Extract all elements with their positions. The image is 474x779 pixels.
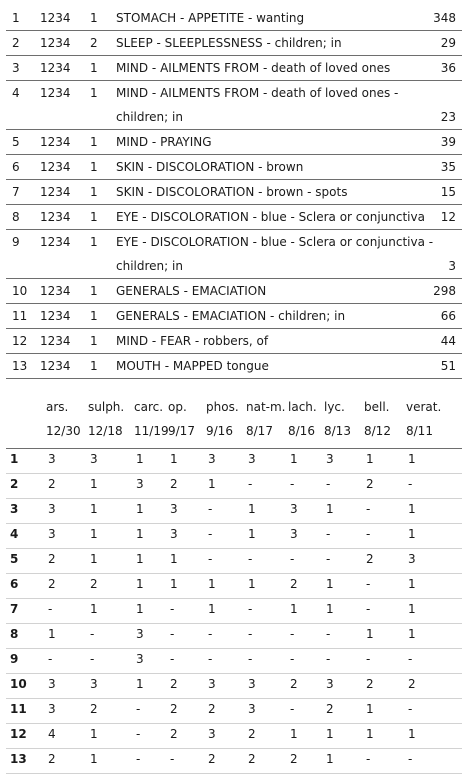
rubric-code: 1234 — [40, 309, 71, 323]
grid-row — [6, 624, 462, 649]
rubric-text: children; in — [116, 110, 183, 124]
rubric-weight: 1 — [90, 334, 98, 348]
remedy-header-row — [6, 396, 462, 422]
rubric-remedy-count: 66 — [440, 309, 456, 323]
rubric-line — [6, 254, 462, 278]
grid-cell: 3 — [48, 452, 56, 466]
remedy-score: 9/16 — [206, 424, 233, 438]
grid-cell: - — [136, 702, 141, 716]
grid-cell: 1 — [326, 752, 334, 766]
grid-cell: 1 — [136, 527, 144, 541]
remedy-name[interactable]: bell. — [364, 400, 390, 414]
grid-cell: 1 — [136, 677, 144, 691]
rubric-table — [6, 6, 462, 379]
grid-row — [6, 524, 462, 549]
rubric-number: 12 — [12, 334, 28, 348]
grid-cell: - — [170, 602, 175, 616]
rubric-line — [6, 81, 462, 105]
grid-cell: 2 — [48, 752, 56, 766]
grid-cell: 3 — [290, 502, 298, 516]
grid-cell: - — [248, 627, 253, 641]
rubric-code: 1234 — [40, 135, 71, 149]
grid-cell: 3 — [48, 702, 56, 716]
grid-cell: 1 — [366, 702, 374, 716]
grid-cell: - — [290, 702, 295, 716]
grid-rubric-number: 7 — [10, 602, 19, 616]
rubric-remedy-count: 23 — [440, 110, 456, 124]
grid-cell: 1 — [408, 602, 416, 616]
rubric-number: 5 — [12, 135, 20, 149]
grid-row — [6, 574, 462, 599]
remedy-score: 8/11 — [406, 424, 433, 438]
rubric-row[interactable] — [6, 230, 462, 279]
grid-cell: 3 — [248, 452, 256, 466]
grid-cell: 1 — [90, 502, 98, 516]
rubric-weight: 1 — [90, 210, 98, 224]
grid-cell: 3 — [90, 677, 98, 691]
grid-cell: - — [208, 627, 213, 641]
rubric-weight: 1 — [90, 160, 98, 174]
grid-cell: - — [408, 752, 413, 766]
rubric-weight: 1 — [90, 359, 98, 373]
rubric-number: 7 — [12, 185, 20, 199]
grid-cell: 3 — [248, 702, 256, 716]
grid-rubric-number: 2 — [10, 477, 19, 491]
remedy-name[interactable]: verat. — [406, 400, 442, 414]
rubric-text: MIND - PRAYING — [116, 135, 212, 149]
grid-cell: 1 — [326, 502, 334, 516]
rubric-line — [6, 105, 462, 129]
remedy-name[interactable]: op. — [168, 400, 187, 414]
grid-cell: 1 — [136, 577, 144, 591]
grid-cell: 3 — [290, 527, 298, 541]
grid-cell: 1 — [408, 577, 416, 591]
remedy-score: 8/12 — [364, 424, 391, 438]
grid-row — [6, 549, 462, 574]
remedy-name[interactable]: lyc. — [324, 400, 345, 414]
grid-row — [6, 724, 462, 749]
grid-cell: - — [90, 652, 95, 666]
rubric-code: 1234 — [40, 284, 71, 298]
remedy-name[interactable]: lach. — [288, 400, 317, 414]
remedy-name[interactable]: carc. — [134, 400, 164, 414]
grid-cell: 2 — [170, 702, 178, 716]
grid-cell: 3 — [48, 502, 56, 516]
rubric-number: 2 — [12, 36, 20, 50]
rubric-number: 11 — [12, 309, 28, 323]
grid-cell: - — [136, 752, 141, 766]
grid-cell: 3 — [326, 452, 334, 466]
rubric-remedy-count: 51 — [440, 359, 456, 373]
rubric-row[interactable] — [6, 329, 462, 354]
remedy-name[interactable]: ars. — [46, 400, 69, 414]
grid-cell: 1 — [136, 502, 144, 516]
rubric-remedy-count: 15 — [440, 185, 456, 199]
rubric-code: 1234 — [40, 359, 71, 373]
grid-rubric-number: 6 — [10, 577, 19, 591]
rubric-weight: 1 — [90, 86, 98, 100]
grid-cell: - — [366, 752, 371, 766]
grid-cell: 3 — [136, 477, 144, 491]
grid-rubric-number: 5 — [10, 552, 19, 566]
grid-cell: 1 — [90, 602, 98, 616]
rubric-number: 6 — [12, 160, 20, 174]
grid-row — [6, 749, 462, 774]
grid-rubric-number: 10 — [10, 677, 27, 691]
grid-cell: - — [170, 627, 175, 641]
grid-cell: - — [248, 552, 253, 566]
grid-cell: - — [170, 752, 175, 766]
grid-cell: 3 — [248, 677, 256, 691]
rubric-row[interactable] — [6, 354, 462, 379]
grid-cell: 2 — [326, 702, 334, 716]
grid-cell: 3 — [48, 527, 56, 541]
grid-cell: - — [326, 627, 331, 641]
rubric-number: 9 — [12, 235, 20, 249]
grid-cell: - — [290, 477, 295, 491]
grid-row — [6, 599, 462, 624]
grid-rubric-number: 3 — [10, 502, 19, 516]
rubric-line — [6, 31, 462, 55]
grid-cell: 1 — [48, 627, 56, 641]
grid-cell: - — [208, 527, 213, 541]
rubric-text: MIND - AILMENTS FROM - death of loved ones - — [116, 86, 399, 100]
rubric-remedy-count: 29 — [440, 36, 456, 50]
rubric-row[interactable] — [6, 205, 462, 230]
rubric-remedy-count: 44 — [440, 334, 456, 348]
grid-cell: 3 — [408, 552, 416, 566]
rubric-remedy-count: 39 — [440, 135, 456, 149]
grid-cell: - — [326, 527, 331, 541]
grid-cell: 1 — [248, 577, 256, 591]
rubric-line — [6, 130, 462, 154]
grid-cell: 2 — [48, 577, 56, 591]
remedy-score: 9/17 — [168, 424, 195, 438]
grid-rubric-number: 13 — [10, 752, 27, 766]
remedy-grid — [6, 396, 462, 774]
rubric-code: 1234 — [40, 235, 71, 249]
grid-cell: - — [248, 652, 253, 666]
grid-cell: 1 — [170, 452, 178, 466]
grid-cell: 2 — [366, 552, 374, 566]
rubric-weight: 1 — [90, 185, 98, 199]
grid-row — [6, 449, 462, 474]
rubric-weight: 1 — [90, 135, 98, 149]
grid-cell: 3 — [136, 627, 144, 641]
grid-cell: - — [90, 627, 95, 641]
grid-cell: 1 — [408, 527, 416, 541]
rubric-text: GENERALS - EMACIATION — [116, 284, 267, 298]
rubric-text: SKIN - DISCOLORATION - brown - spots — [116, 185, 348, 199]
rubric-weight: 1 — [90, 11, 98, 25]
grid-cell: 4 — [48, 727, 56, 741]
remedy-score: 8/17 — [246, 424, 273, 438]
rubric-code: 1234 — [40, 11, 71, 25]
grid-cell: 1 — [366, 627, 374, 641]
rubric-text: EYE - DISCOLORATION - blue - Sclera or conjunctiva - — [116, 235, 434, 249]
grid-cell: 1 — [208, 577, 216, 591]
grid-cell: 3 — [170, 527, 178, 541]
grid-cell: - — [408, 702, 413, 716]
grid-cell: - — [408, 652, 413, 666]
grid-cell: - — [366, 602, 371, 616]
rubric-row[interactable] — [6, 130, 462, 155]
grid-cell: 2 — [170, 677, 178, 691]
grid-cell: 2 — [48, 552, 56, 566]
rubric-remedy-count: 348 — [433, 11, 456, 25]
grid-cell: - — [326, 552, 331, 566]
rubric-row[interactable] — [6, 6, 462, 31]
remedy-score: 8/16 — [288, 424, 315, 438]
rubric-text: MIND - AILMENTS FROM - death of loved ones — [116, 61, 391, 75]
rubric-code: 1234 — [40, 160, 71, 174]
grid-cell: 1 — [208, 602, 216, 616]
grid-cell: - — [290, 552, 295, 566]
rubric-code: 1234 — [40, 210, 71, 224]
rubric-line — [6, 354, 462, 378]
grid-row — [6, 499, 462, 524]
grid-cell: 2 — [248, 727, 256, 741]
grid-rubric-number: 4 — [10, 527, 19, 541]
grid-cell: 2 — [170, 477, 178, 491]
rubric-weight: 1 — [90, 309, 98, 323]
grid-cell: 3 — [208, 727, 216, 741]
grid-rubric-number: 1 — [10, 452, 19, 466]
rubric-line — [6, 155, 462, 179]
grid-row — [6, 649, 462, 674]
grid-cell: 1 — [326, 577, 334, 591]
rubric-remedy-count: 36 — [440, 61, 456, 75]
grid-cell: - — [366, 527, 371, 541]
grid-cell: 2 — [170, 727, 178, 741]
grid-cell: 1 — [90, 552, 98, 566]
grid-cell: 1 — [170, 552, 178, 566]
grid-cell: 2 — [290, 677, 298, 691]
rubric-row[interactable] — [6, 31, 462, 56]
rubric-weight: 2 — [90, 36, 98, 50]
rubric-code: 1234 — [40, 334, 71, 348]
grid-cell: 1 — [170, 577, 178, 591]
rubric-text: GENERALS - EMACIATION - children; in — [116, 309, 346, 323]
rubric-text: SLEEP - SLEEPLESSNESS - children; in — [116, 36, 342, 50]
grid-cell: 1 — [90, 727, 98, 741]
rubric-code: 1234 — [40, 86, 71, 100]
rubric-number: 1 — [12, 11, 20, 25]
grid-cell: 3 — [208, 452, 216, 466]
rubric-text: EYE - DISCOLORATION - blue - Sclera or conjunctiva — [116, 210, 425, 224]
grid-cell: 1 — [248, 527, 256, 541]
rubric-row[interactable] — [6, 304, 462, 329]
rubric-text: SKIN - DISCOLORATION - brown — [116, 160, 304, 174]
rubric-number: 4 — [12, 86, 20, 100]
rubric-weight: 1 — [90, 61, 98, 75]
grid-cell: - — [208, 652, 213, 666]
grid-cell: - — [366, 502, 371, 516]
remedy-name[interactable]: nat-m. — [246, 400, 286, 414]
grid-cell: 2 — [366, 677, 374, 691]
grid-cell: 1 — [290, 727, 298, 741]
rubric-line — [6, 329, 462, 353]
grid-rubric-number: 11 — [10, 702, 27, 716]
grid-cell: 1 — [326, 602, 334, 616]
grid-cell: - — [170, 652, 175, 666]
grid-cell: - — [208, 552, 213, 566]
rubric-row[interactable] — [6, 155, 462, 180]
grid-cell: - — [290, 627, 295, 641]
grid-cell: 1 — [208, 477, 216, 491]
rubric-code: 1234 — [40, 36, 71, 50]
grid-cell: 3 — [136, 652, 144, 666]
remedy-score: 11/19 — [134, 424, 169, 438]
rubric-text: MOUTH - MAPPED tongue — [116, 359, 269, 373]
rubric-code: 1234 — [40, 185, 71, 199]
grid-cell: 2 — [248, 752, 256, 766]
rubric-row[interactable] — [6, 81, 462, 130]
remedy-score: 8/13 — [324, 424, 351, 438]
grid-cell: 2 — [208, 752, 216, 766]
grid-cell: 2 — [290, 752, 298, 766]
remedy-score: 12/18 — [88, 424, 123, 438]
grid-cell: - — [326, 477, 331, 491]
rubric-line — [6, 230, 462, 254]
grid-cell: 1 — [326, 727, 334, 741]
rubric-remedy-count: 35 — [440, 160, 456, 174]
rubric-line — [6, 304, 462, 328]
grid-cell: 1 — [90, 527, 98, 541]
remedy-score: 12/30 — [46, 424, 81, 438]
rubric-line — [6, 180, 462, 204]
grid-cell: 2 — [208, 702, 216, 716]
grid-cell: 2 — [408, 677, 416, 691]
grid-cell: 1 — [136, 602, 144, 616]
grid-cell: 3 — [48, 677, 56, 691]
grid-cell: 1 — [290, 452, 298, 466]
remedy-name[interactable]: sulph. — [88, 400, 125, 414]
rubric-row[interactable] — [6, 180, 462, 205]
grid-cell: 1 — [366, 452, 374, 466]
grid-cell: - — [208, 502, 213, 516]
grid-cell: 2 — [366, 477, 374, 491]
grid-cell: 3 — [326, 677, 334, 691]
grid-cell: - — [136, 727, 141, 741]
rubric-remedy-count: 298 — [433, 284, 456, 298]
grid-cell: 2 — [90, 702, 98, 716]
rubric-weight: 1 — [90, 235, 98, 249]
grid-cell: - — [48, 602, 53, 616]
grid-cell: 1 — [90, 752, 98, 766]
grid-cell: 2 — [90, 577, 98, 591]
grid-cell: 1 — [408, 627, 416, 641]
grid-cell: - — [326, 652, 331, 666]
grid-cell: 1 — [408, 452, 416, 466]
rubric-remedy-count: 3 — [448, 259, 456, 273]
grid-cell: - — [248, 602, 253, 616]
grid-cell: 2 — [48, 477, 56, 491]
rubric-text: STOMACH - APPETITE - wanting — [116, 11, 305, 25]
grid-cell: - — [48, 652, 53, 666]
grid-rubric-number: 12 — [10, 727, 27, 741]
grid-cell: 3 — [208, 677, 216, 691]
grid-row — [6, 699, 462, 724]
grid-row — [6, 474, 462, 499]
rubric-remedy-count: 12 — [440, 210, 456, 224]
grid-row — [6, 674, 462, 699]
grid-rubric-number: 9 — [10, 652, 19, 666]
grid-cell: 1 — [136, 552, 144, 566]
grid-cell: 3 — [90, 452, 98, 466]
remedy-name[interactable]: phos. — [206, 400, 239, 414]
grid-cell: - — [290, 652, 295, 666]
rubric-number: 13 — [12, 359, 28, 373]
rubric-line — [6, 56, 462, 80]
rubric-number: 10 — [12, 284, 28, 298]
grid-cell: 1 — [136, 452, 144, 466]
grid-cell: 1 — [366, 727, 374, 741]
rubric-line — [6, 6, 462, 30]
grid-cell: 1 — [408, 502, 416, 516]
grid-cell: 2 — [290, 577, 298, 591]
rubric-row[interactable] — [6, 279, 462, 304]
grid-cell: 1 — [248, 502, 256, 516]
grid-cell: - — [366, 652, 371, 666]
grid-rubric-number: 8 — [10, 627, 19, 641]
rubric-weight: 1 — [90, 284, 98, 298]
rubric-text: children; in — [116, 259, 183, 273]
rubric-row[interactable] — [6, 56, 462, 81]
rubric-line — [6, 205, 462, 229]
grid-cell: 1 — [290, 602, 298, 616]
rubric-code: 1234 — [40, 61, 71, 75]
score-row — [6, 422, 462, 449]
grid-cell: 3 — [170, 502, 178, 516]
rubric-number: 8 — [12, 210, 20, 224]
grid-cell: 1 — [90, 477, 98, 491]
rubric-text: MIND - FEAR - robbers, of — [116, 334, 269, 348]
grid-cell: 1 — [408, 727, 416, 741]
rubric-line — [6, 279, 462, 303]
grid-cell: - — [408, 477, 413, 491]
grid-cell: - — [366, 577, 371, 591]
grid-cell: - — [248, 477, 253, 491]
rubric-number: 3 — [12, 61, 20, 75]
